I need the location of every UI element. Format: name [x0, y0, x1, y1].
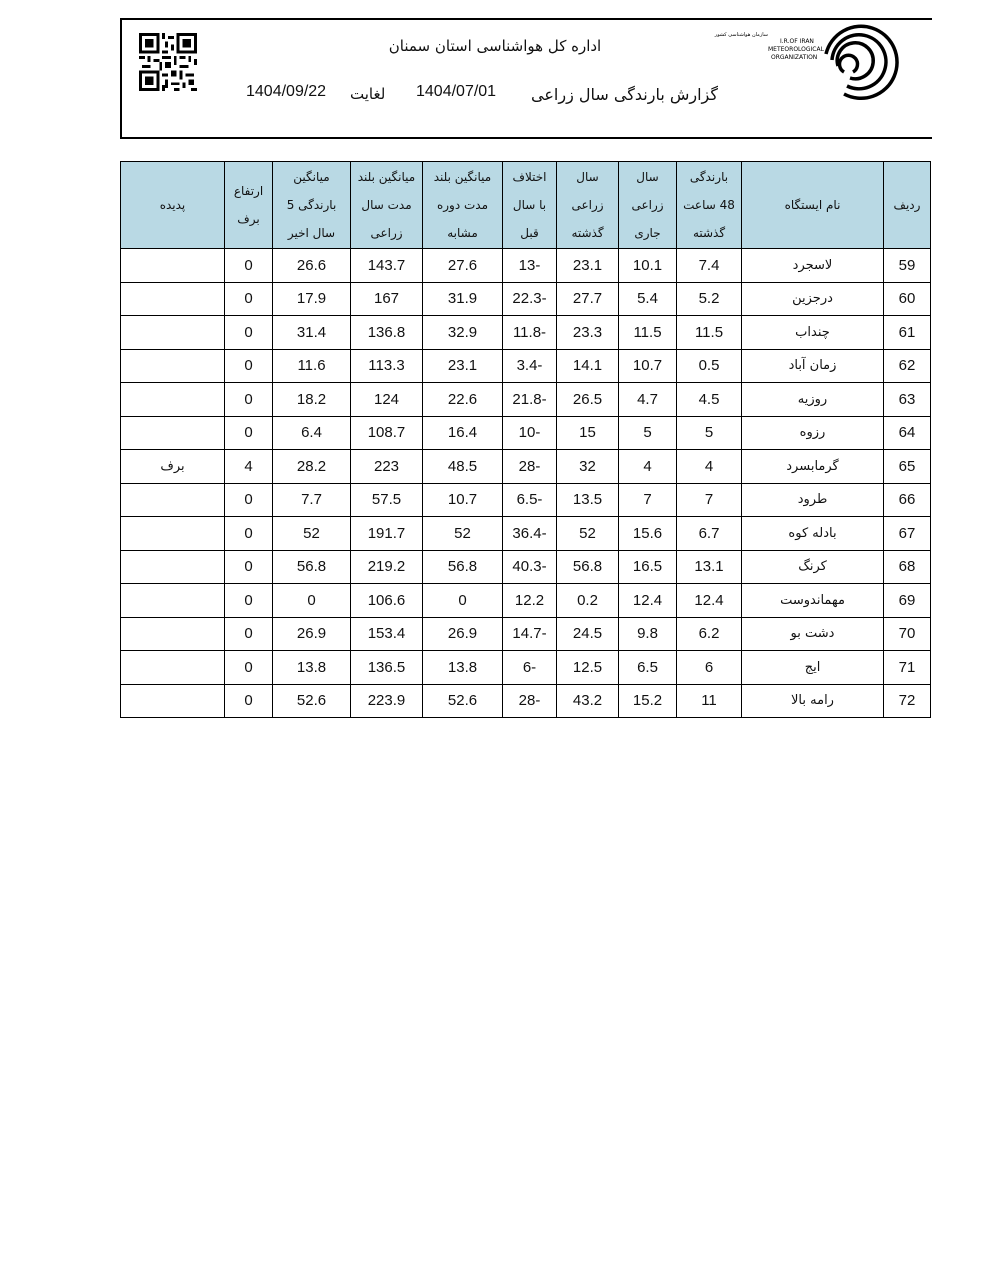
cell-long-term-year: 136.8: [351, 316, 423, 350]
cell-last-year: 32: [557, 450, 619, 484]
cell-current-year: 5: [619, 416, 677, 450]
cell-last-year: 23.3: [557, 316, 619, 350]
cell-phenomenon: [121, 617, 225, 651]
cell-current-year: 7: [619, 483, 677, 517]
cell-avg-5-years: 11.6: [273, 349, 351, 383]
cell-last-year: 23.1: [557, 249, 619, 283]
cell-long-term-period: 10.7: [423, 483, 503, 517]
cell-station-name: مهماندوست: [742, 584, 884, 618]
cell-phenomenon: [121, 517, 225, 551]
cell-rain-48h: 11: [677, 684, 742, 718]
table-row: [121, 584, 931, 618]
cell-rain-48h: 4: [677, 450, 742, 484]
table-body: [121, 249, 931, 718]
cell-row-number: 71: [884, 651, 931, 685]
qr-code-icon: [138, 33, 198, 91]
cell-rain-48h: 5: [677, 416, 742, 450]
cell-diff-last-year: -21.8: [503, 383, 557, 417]
cell-phenomenon: [121, 584, 225, 618]
svg-text:I.R.OF IRAN: I.R.OF IRAN: [780, 38, 814, 45]
cell-long-term-period: 23.1: [423, 349, 503, 383]
table-row: [121, 550, 931, 584]
cell-avg-5-years: 56.8: [273, 550, 351, 584]
cell-long-term-year: 223: [351, 450, 423, 484]
cell-avg-5-years: 6.4: [273, 416, 351, 450]
cell-current-year: 10.7: [619, 349, 677, 383]
cell-row-number: 62: [884, 349, 931, 383]
cell-phenomenon: [121, 684, 225, 718]
cell-station-name: گرمابسرد: [742, 450, 884, 484]
header-phenomenon: پدیده: [121, 162, 225, 249]
cell-phenomenon: برف: [121, 450, 225, 484]
cell-last-year: 15: [557, 416, 619, 450]
cell-rain-48h: 7: [677, 483, 742, 517]
table-row: [121, 249, 931, 283]
cell-station-name: درجزین: [742, 282, 884, 316]
cell-current-year: 9.8: [619, 617, 677, 651]
cell-diff-last-year: -28: [503, 450, 557, 484]
cell-station-name: رامه بالا: [742, 684, 884, 718]
header-rain-48h: بارندگی 48 ساعت گذشته: [677, 162, 742, 249]
cell-snow-depth: 0: [225, 651, 273, 685]
cell-long-term-period: 22.6: [423, 383, 503, 417]
header-avg-5-years: میانگین بارندگی 5 سال اخیر: [273, 162, 351, 249]
organization-title: اداره کل هواشناسی استان سمنان: [388, 37, 602, 55]
cell-last-year: 0.2: [557, 584, 619, 618]
cell-phenomenon: [121, 383, 225, 417]
cell-rain-48h: 11.5: [677, 316, 742, 350]
cell-rain-48h: 4.5: [677, 383, 742, 417]
cell-avg-5-years: 17.9: [273, 282, 351, 316]
meteorological-organization-logo: [714, 28, 886, 112]
table-row: [121, 517, 931, 551]
cell-diff-last-year: -40.3: [503, 550, 557, 584]
cell-last-year: 27.7: [557, 282, 619, 316]
cell-diff-last-year: -22.3: [503, 282, 557, 316]
cell-station-name: دشت بو: [742, 617, 884, 651]
header-snow-depth: ارتفاع برف: [225, 162, 273, 249]
cell-long-term-year: 143.7: [351, 249, 423, 283]
cell-rain-48h: 0.5: [677, 349, 742, 383]
cell-avg-5-years: 0: [273, 584, 351, 618]
cell-rain-48h: 6: [677, 651, 742, 685]
cell-avg-5-years: 13.8: [273, 651, 351, 685]
header-diff-last-year: اختلاف با سال قبل: [503, 162, 557, 249]
table-row: [121, 282, 931, 316]
cell-diff-last-year: -28: [503, 684, 557, 718]
cell-current-year: 6.5: [619, 651, 677, 685]
cell-avg-5-years: 7.7: [273, 483, 351, 517]
header-station-name: نام ایستگاه: [742, 162, 884, 249]
cell-snow-depth: 0: [225, 617, 273, 651]
cell-row-number: 66: [884, 483, 931, 517]
until-label: لغایت: [350, 85, 386, 103]
table-header-row: [121, 162, 931, 249]
cell-long-term-year: 219.2: [351, 550, 423, 584]
cell-station-name: کرنگ: [742, 550, 884, 584]
cell-diff-last-year: -6: [503, 651, 557, 685]
cell-last-year: 43.2: [557, 684, 619, 718]
cell-row-number: 59: [884, 249, 931, 283]
cell-avg-5-years: 18.2: [273, 383, 351, 417]
cell-station-name: رزوه: [742, 416, 884, 450]
cell-long-term-year: 223.9: [351, 684, 423, 718]
cell-row-number: 61: [884, 316, 931, 350]
cell-phenomenon: [121, 651, 225, 685]
cell-long-term-period: 48.5: [423, 450, 503, 484]
cell-diff-last-year: -13: [503, 249, 557, 283]
cell-snow-depth: 0: [225, 483, 273, 517]
cell-snow-depth: 0: [225, 684, 273, 718]
rainfall-table: [120, 161, 931, 718]
cell-row-number: 60: [884, 282, 931, 316]
table-row: [121, 483, 931, 517]
cell-station-name: لاسجرد: [742, 249, 884, 283]
cell-long-term-period: 52: [423, 517, 503, 551]
cell-snow-depth: 0: [225, 550, 273, 584]
cell-last-year: 24.5: [557, 617, 619, 651]
cell-station-name: ایج: [742, 651, 884, 685]
cell-row-number: 67: [884, 517, 931, 551]
cell-snow-depth: 0: [225, 416, 273, 450]
cell-long-term-year: 57.5: [351, 483, 423, 517]
cell-diff-last-year: -3.4: [503, 349, 557, 383]
cell-avg-5-years: 26.9: [273, 617, 351, 651]
cell-long-term-period: 13.8: [423, 651, 503, 685]
cell-row-number: 69: [884, 584, 931, 618]
cell-avg-5-years: 52.6: [273, 684, 351, 718]
cell-row-number: 64: [884, 416, 931, 450]
cell-row-number: 63: [884, 383, 931, 417]
cell-rain-48h: 7.4: [677, 249, 742, 283]
cell-phenomenon: [121, 282, 225, 316]
cell-station-name: زمان آباد: [742, 349, 884, 383]
svg-text:METEOROLOGICAL: METEOROLOGICAL: [768, 46, 824, 53]
cell-long-term-period: 16.4: [423, 416, 503, 450]
cell-last-year: 26.5: [557, 383, 619, 417]
cell-long-term-period: 26.9: [423, 617, 503, 651]
cell-rain-48h: 13.1: [677, 550, 742, 584]
table-row: [121, 316, 931, 350]
cell-current-year: 15.6: [619, 517, 677, 551]
cell-station-name: روزیه: [742, 383, 884, 417]
cell-current-year: 15.2: [619, 684, 677, 718]
cell-last-year: 52: [557, 517, 619, 551]
cell-snow-depth: 0: [225, 584, 273, 618]
cell-snow-depth: 0: [225, 517, 273, 551]
cell-snow-depth: 4: [225, 450, 273, 484]
cell-last-year: 13.5: [557, 483, 619, 517]
header-long-term-period: میانگین بلند مدت دوره مشابه: [423, 162, 503, 249]
cell-snow-depth: 0: [225, 282, 273, 316]
cell-phenomenon: [121, 483, 225, 517]
cell-current-year: 12.4: [619, 584, 677, 618]
cell-long-term-year: 124: [351, 383, 423, 417]
cell-long-term-period: 56.8: [423, 550, 503, 584]
cell-phenomenon: [121, 550, 225, 584]
cell-long-term-year: 108.7: [351, 416, 423, 450]
cell-snow-depth: 0: [225, 383, 273, 417]
cell-current-year: 10.1: [619, 249, 677, 283]
cell-rain-48h: 6.7: [677, 517, 742, 551]
cell-phenomenon: [121, 349, 225, 383]
table-row: [121, 617, 931, 651]
cell-long-term-year: 106.6: [351, 584, 423, 618]
table-row: [121, 684, 931, 718]
table-row: [121, 651, 931, 685]
cell-snow-depth: 0: [225, 349, 273, 383]
table-row: [121, 416, 931, 450]
cell-snow-depth: 0: [225, 249, 273, 283]
cell-diff-last-year: -14.7: [503, 617, 557, 651]
cell-last-year: 12.5: [557, 651, 619, 685]
cell-rain-48h: 5.2: [677, 282, 742, 316]
table-row: [121, 450, 931, 484]
start-date: 1404/07/01: [416, 83, 497, 100]
cell-current-year: 4.7: [619, 383, 677, 417]
cell-long-term-period: 0: [423, 584, 503, 618]
svg-text:سازمان هواشناسی کشور: سازمان هواشناسی کشور: [714, 32, 768, 38]
header-last-year: سال زراعی گذشته: [557, 162, 619, 249]
cell-diff-last-year: -10: [503, 416, 557, 450]
cell-phenomenon: [121, 316, 225, 350]
cell-station-name: بادله کوه: [742, 517, 884, 551]
cell-current-year: 4: [619, 450, 677, 484]
header-row-number: ردیف: [884, 162, 931, 249]
cell-long-term-year: 191.7: [351, 517, 423, 551]
svg-text:ORGANIZATION: ORGANIZATION: [771, 54, 818, 61]
cell-snow-depth: 0: [225, 316, 273, 350]
cell-avg-5-years: 52: [273, 517, 351, 551]
cell-avg-5-years: 26.6: [273, 249, 351, 283]
cell-diff-last-year: 12.2: [503, 584, 557, 618]
cell-last-year: 56.8: [557, 550, 619, 584]
cell-diff-last-year: -6.5: [503, 483, 557, 517]
cell-long-term-year: 113.3: [351, 349, 423, 383]
cell-diff-last-year: -36.4: [503, 517, 557, 551]
cell-phenomenon: [121, 249, 225, 283]
cell-phenomenon: [121, 416, 225, 450]
cell-long-term-year: 136.5: [351, 651, 423, 685]
end-date: 1404/09/22: [246, 83, 327, 100]
report-title: گزارش بارندگی سال زراعی: [531, 85, 718, 104]
cell-current-year: 5.4: [619, 282, 677, 316]
cell-row-number: 68: [884, 550, 931, 584]
cell-row-number: 70: [884, 617, 931, 651]
cell-row-number: 72: [884, 684, 931, 718]
cell-station-name: چنداب: [742, 316, 884, 350]
cell-row-number: 65: [884, 450, 931, 484]
cell-rain-48h: 6.2: [677, 617, 742, 651]
cell-long-term-period: 52.6: [423, 684, 503, 718]
cell-long-term-year: 153.4: [351, 617, 423, 651]
cell-long-term-period: 32.9: [423, 316, 503, 350]
cell-long-term-year: 167: [351, 282, 423, 316]
cell-rain-48h: 12.4: [677, 584, 742, 618]
cell-current-year: 16.5: [619, 550, 677, 584]
cell-avg-5-years: 28.2: [273, 450, 351, 484]
cell-last-year: 14.1: [557, 349, 619, 383]
cell-current-year: 11.5: [619, 316, 677, 350]
header-current-year: سال زراعی جاری: [619, 162, 677, 249]
cell-long-term-period: 31.9: [423, 282, 503, 316]
table-row: [121, 383, 931, 417]
cell-long-term-period: 27.6: [423, 249, 503, 283]
header-long-term-year: میانگین بلند مدت سال زراعی: [351, 162, 423, 249]
cell-diff-last-year: -11.8: [503, 316, 557, 350]
cell-station-name: طرود: [742, 483, 884, 517]
table-row: [121, 349, 931, 383]
cell-avg-5-years: 31.4: [273, 316, 351, 350]
